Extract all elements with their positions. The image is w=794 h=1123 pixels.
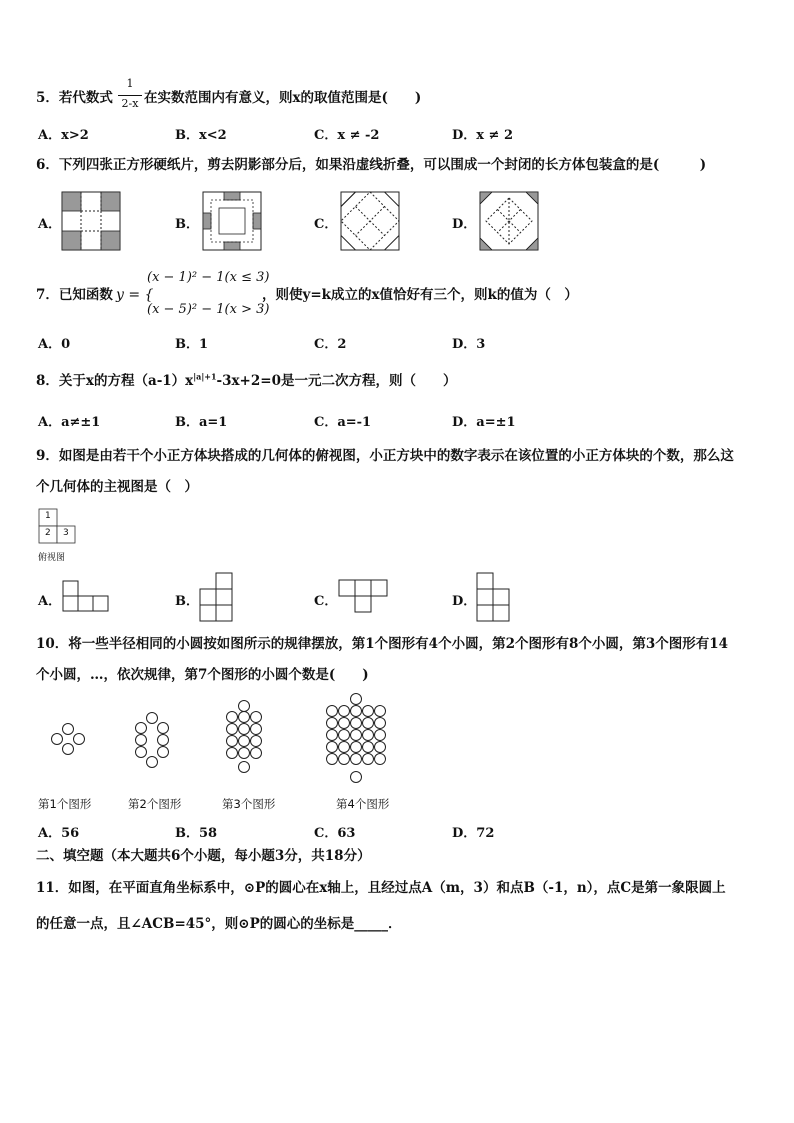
q6-figure-c bbox=[341, 192, 399, 250]
q5-suffix: 在实数范围内有意义，则x的取值范围是( ) bbox=[144, 90, 422, 106]
q5-fraction-denominator: 2-x bbox=[121, 97, 139, 110]
q10-line-1: 10．将一些半径相同的小圆按如图所示的规律摆放，第1个图形有4个小圆，第2个图形有8个小圆，第3个图形有14 bbox=[36, 636, 729, 652]
q7-option-c[interactable]: C．2 bbox=[314, 337, 347, 352]
q10-caption-2: 第2个图形 bbox=[128, 797, 182, 811]
q5-option-d[interactable]: D．x ≠ 2 bbox=[452, 128, 514, 143]
q10-option-b[interactable]: B．58 bbox=[175, 826, 218, 841]
q10-option-a[interactable]: A．56 bbox=[38, 826, 80, 841]
q8-option-a[interactable]: A．a≠±1 bbox=[38, 415, 101, 430]
q6-option-a[interactable]: A． bbox=[38, 217, 62, 232]
q10-caption-1: 第1个图形 bbox=[38, 797, 92, 811]
q6-figure-a bbox=[62, 192, 120, 250]
q6-figure-d bbox=[480, 192, 538, 250]
q10-caption-4: 第4个图形 bbox=[336, 797, 390, 811]
q7-prefix: 7．已知函数 bbox=[36, 287, 113, 303]
q8-option-d[interactable]: D．a=±1 bbox=[452, 415, 516, 430]
q8-option-b[interactable]: B．a=1 bbox=[175, 415, 228, 430]
q9-top-view-caption: 俯视图 bbox=[38, 553, 66, 563]
q8-line bbox=[36, 369, 456, 389]
q5-fraction-bar bbox=[118, 95, 142, 96]
q7-piece-1: (x − 1)² − 1(x ≤ 3) bbox=[147, 270, 270, 285]
q10-pattern-2 bbox=[132, 712, 172, 768]
q8-suffix: -3x+2=0是一元二次方程，则（ ） bbox=[216, 373, 457, 389]
q9-option-d[interactable]: D． bbox=[452, 594, 477, 609]
q10-pattern-3 bbox=[223, 700, 265, 778]
q6-option-d[interactable]: D． bbox=[452, 217, 477, 232]
q5-option-b[interactable]: B．x<2 bbox=[175, 128, 227, 143]
q8-option-c[interactable]: C．a=-1 bbox=[314, 415, 372, 430]
q8-exponent: |a|+1 bbox=[193, 371, 217, 382]
q10-option-d[interactable]: D．72 bbox=[452, 826, 495, 841]
q7-function-lhs: y = { bbox=[116, 287, 154, 303]
q7-option-d[interactable]: D．3 bbox=[452, 337, 486, 352]
q9-figure-d bbox=[476, 572, 512, 622]
q10-caption-3: 第3个图形 bbox=[222, 797, 276, 811]
q9-line-2: 个几何体的主视图是（ ） bbox=[36, 479, 198, 495]
q9-grid-number-2: 2 bbox=[45, 528, 51, 538]
q9-grid-number-1: 1 bbox=[45, 511, 51, 521]
q10-pattern-1 bbox=[48, 722, 88, 756]
q7-piece-2: (x − 5)² − 1(x > 3) bbox=[147, 302, 270, 317]
q8-prefix: 8．关于x的方程（a-1）x bbox=[36, 373, 194, 389]
q10-pattern-4 bbox=[326, 693, 386, 785]
q7-suffix: ，则使y=k成立的x值恰好有三个，则k的值为（ ） bbox=[262, 287, 578, 303]
q9-figure-b bbox=[199, 572, 235, 622]
q10-option-c[interactable]: C．63 bbox=[314, 826, 356, 841]
q5-option-a[interactable]: A．x>2 bbox=[38, 128, 89, 143]
q9-figure-c bbox=[338, 579, 390, 615]
q5-fraction-numerator: 1 bbox=[126, 77, 134, 90]
q9-option-c[interactable]: C． bbox=[314, 594, 338, 609]
section-2-heading: 二、填空题（本大题共6个小题，每小题3分，共18分） bbox=[36, 848, 371, 864]
q6-option-c[interactable]: C． bbox=[314, 217, 338, 232]
q5-prefix: 5．若代数式 bbox=[36, 90, 113, 106]
q7-option-a[interactable]: A．0 bbox=[38, 337, 71, 352]
q9-figure-a bbox=[62, 580, 112, 614]
q9-option-b[interactable]: B． bbox=[175, 594, 199, 609]
q5-option-c[interactable]: C．x ≠ -2 bbox=[314, 128, 380, 143]
q11-line-1: 11．如图，在平面直角坐标系中，⊙P的圆心在x轴上，且经过点A（m，3）和点B（-1，n），点C是第一象限圆上 bbox=[36, 880, 726, 896]
q9-line-1: 9．如图是由若干个小正方体块搭成的几何体的俯视图，小正方块中的数字表示在该位置的小正方体块的个数，那么这 bbox=[36, 448, 734, 464]
q6-text: 6．下列四张正方形硬纸片，剪去阴影部分后，如果沿虚线折叠，可以围成一个封闭的长方体包装盒的是( ) bbox=[36, 157, 707, 173]
q9-top-view-grid bbox=[38, 508, 78, 544]
q6-figure-b bbox=[203, 192, 261, 250]
q9-option-a[interactable]: A． bbox=[38, 594, 62, 609]
q7-option-b[interactable]: B．1 bbox=[175, 337, 209, 352]
q10-line-2: 个小圆，…，依次规律，第7个图形的小圆个数是( ) bbox=[36, 667, 369, 683]
q9-grid-number-3: 3 bbox=[63, 528, 69, 538]
q6-option-b[interactable]: B． bbox=[175, 217, 199, 232]
q11-line-2: 的任意一点，且∠ACB=45°，则⊙P的圆心的坐标是_____． bbox=[36, 916, 402, 932]
